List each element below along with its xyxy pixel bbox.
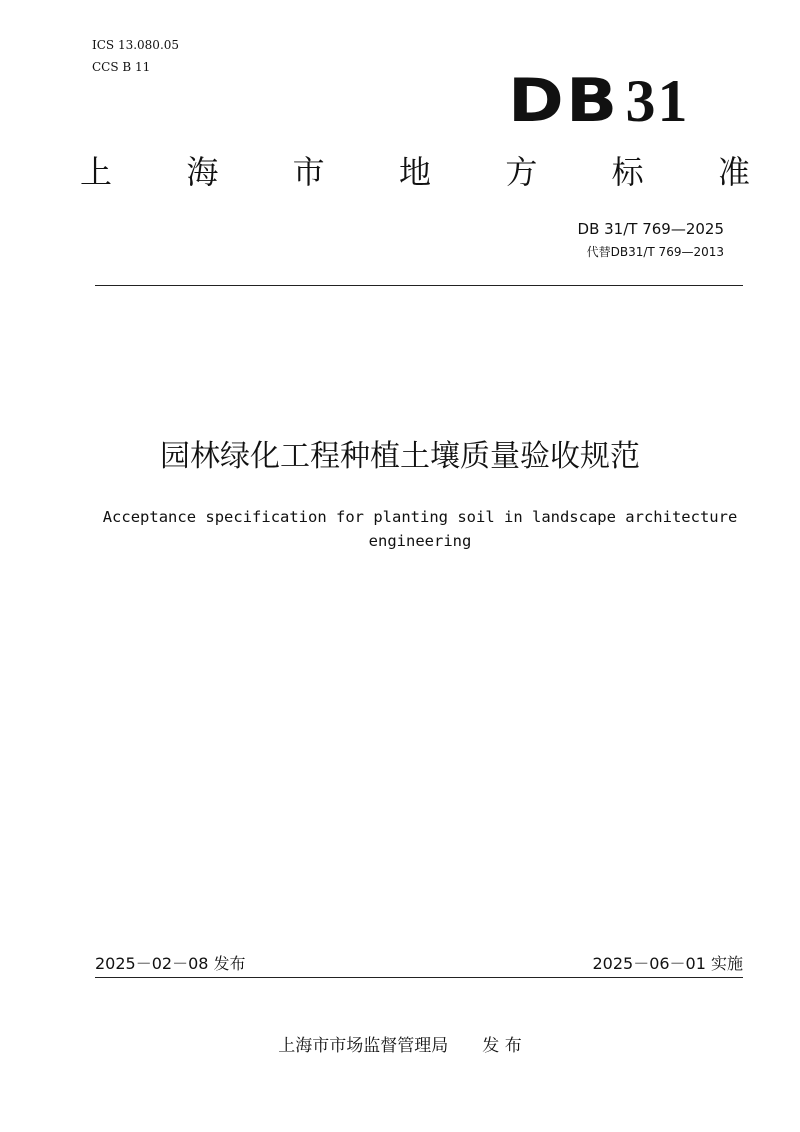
ccs-code: CCS B 11 [92, 60, 151, 74]
top-divider [95, 285, 743, 286]
standard-type-heading [80, 150, 750, 194]
standard-type-char: 市 [292, 153, 325, 191]
implement-date: 2025－06－01 实施 [592, 954, 743, 973]
logo-prefix: DB [508, 66, 620, 136]
logo-number: 31 [625, 68, 690, 134]
replaces-standard: 代替DB31/T 769—2013 [586, 245, 724, 259]
ics-code: ICS 13.080.05 [92, 38, 180, 52]
standard-type-char: 准 [717, 153, 750, 191]
title-english: Acceptance specification for planting soil in landscape architecture engineering [102, 508, 738, 550]
issuer-action: 发 布 [482, 1036, 522, 1056]
publish-date: 2025－02－08 发布 [95, 954, 246, 973]
bottom-divider [95, 977, 743, 978]
issuer-line [0, 1035, 800, 1057]
issuer-name: 上海市市场监督管理局 [278, 1036, 449, 1056]
db31-logo [508, 66, 690, 136]
standard-type-char: 地 [398, 153, 431, 191]
standard-type-char: 标 [611, 153, 644, 191]
standard-type-char: 方 [505, 153, 538, 191]
standard-number: DB 31/T 769—2025 [577, 220, 724, 238]
title-chinese: 园林绿化工程种植土壤质量验收规范 [160, 439, 640, 474]
standard-type-char: 海 [186, 153, 219, 191]
standard-type-char: 上 [80, 153, 113, 191]
